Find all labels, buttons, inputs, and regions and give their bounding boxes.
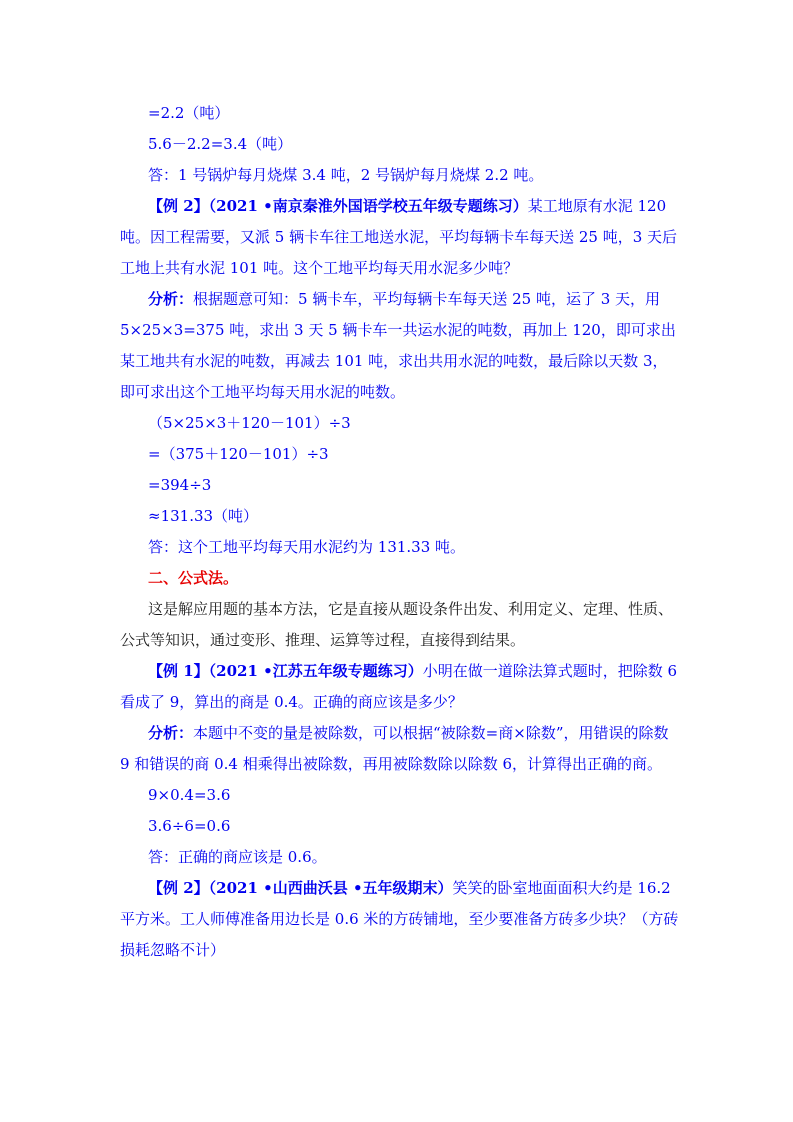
problem-text: 小明在做一道除法算式题时，把除数 6 看成了 9，算出的商是 0.4。正确的商应该是多少？: [120, 662, 678, 711]
calc-line: 9×0.4=3.6: [148, 786, 231, 804]
analysis-text: 本题中不变的量是被除数，可以根据“被除数=商×除数”，用错误的除数 9 和错误的商 0.4 相乘得出被除数，再用被除数除以除数 6，计算得出正确的商。: [120, 724, 669, 773]
section-heading: 二、公式法。: [148, 569, 239, 587]
example-label: 【例 1】（2021 •江苏五年级专题练习）: [148, 662, 423, 680]
analysis-paragraph: [120, 284, 680, 408]
example-problem: [120, 656, 680, 718]
calc-line: （5×25×3＋120－101）÷3: [148, 414, 351, 432]
analysis-label: 分析：: [148, 290, 194, 308]
answer-line: 答：正确的商应该是 0.6。: [148, 848, 327, 866]
analysis-paragraph: [120, 718, 680, 780]
calc-line: 5.6－2.2=3.4（吨）: [148, 135, 293, 153]
problem-text: 笑笑的卧室地面面积大约是 16.2 平方米。工人师傅准备用边长是 0.6 米的方砖铺地，至少要准备方砖多少块？（方砖损耗忽略不计）: [120, 879, 679, 959]
section-intro: 这是解应用题的基本方法，它是直接从题设条件出发、利用定义、定理、性质、公式等知识，通过变形、推理、运算等过程，直接得到结果。: [120, 600, 674, 649]
document-body: [120, 98, 680, 966]
example-problem: [120, 873, 680, 966]
calc-line: =394÷3: [148, 476, 212, 494]
calc-line: ≈131.33（吨）: [148, 507, 259, 525]
calc-line: =（375＋120－101）÷3: [148, 445, 329, 463]
example-problem: [120, 191, 680, 284]
analysis-text: 根据题意可知：5 辆卡车，平均每辆卡车每天送 25 吨，运了 3 天，用 5×25×3=375 吨，求出 3 天 5 辆卡车一共运水泥的吨数，再加上 120，即可求出某工地共有水泥的吨数，再减去 101 吨，求出共用水泥的吨数，最后除以天数 3，即可求出这个工地平均每天用水泥的吨数。: [120, 290, 676, 401]
analysis-label: 分析：: [148, 724, 194, 742]
answer-line: 答：这个工地平均每天用水泥约为 131.33 吨。: [148, 538, 466, 556]
problem-text: 某工地原有水泥 120 吨。因工程需要，又派 5 辆卡车往工地送水泥，平均每辆卡车每天送 25 吨，3 天后工地上共有水泥 101 吨。这个工地平均每天用水泥多少吨？: [120, 197, 678, 277]
calc-line: =2.2（吨）: [148, 104, 230, 122]
answer-line: 答：1 号锅炉每月烧煤 3.4 吨，2 号锅炉每月烧煤 2.2 吨。: [148, 166, 544, 184]
example-label: 【例 2】（2021 •南京秦淮外国语学校五年级专题练习）: [148, 197, 528, 215]
example-label: 【例 2】（2021 •山西曲沃县 •五年级期末）: [148, 879, 453, 897]
calc-line: 3.6÷6=0.6: [148, 817, 231, 835]
